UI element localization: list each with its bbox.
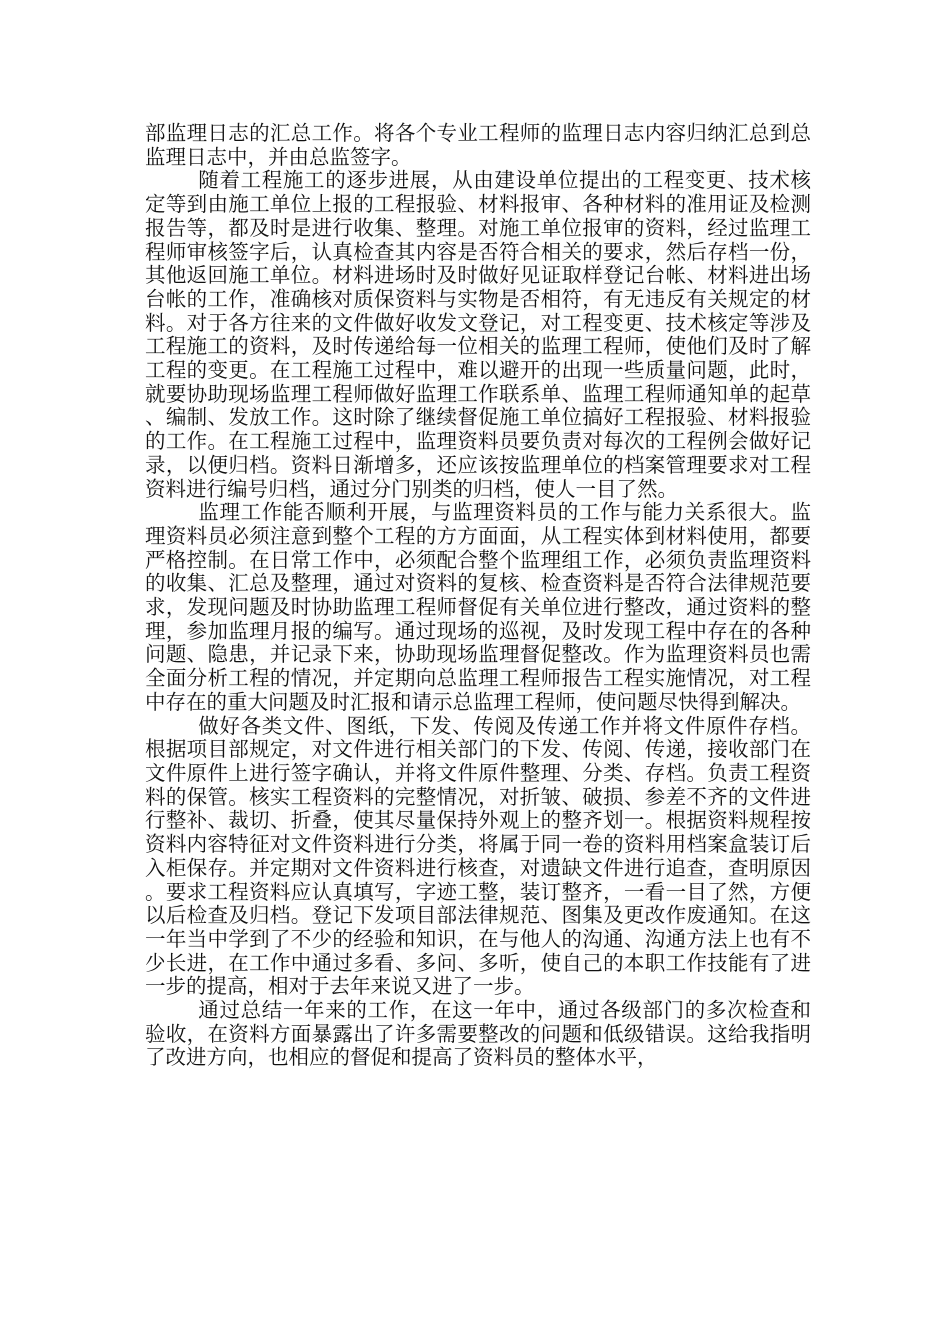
paragraph-4: 做好各类文件、图纸，下发、传阅及传递工作并将文件原件存档。根据项目部规定，对文件进行相关部门的下发、传阅、传递，接收部门在文件原件上进行签字确认，并将文件原件整理、分类、存档。负责工程资料的保管。核实工程资料的完整情况，对折皱、破损、参差不齐的文件进行整补、裁切、折叠，使其尽量保持外观上的整齐划一。根据资料规程按资料内容特征对文件资料进行分类，将属于同一卷的资料用档案盒装订后入柜保存。并定期对文件资料进行核查，对遗缺文件进行追查，查明原因。要求工程资料应认真填写，字迹工整，装订整齐，一看一目了然，方便以后检查及归档。登记下发项目部法律规范、图集及更改作废通知。在这一年当中学到了不少的经验和知识，在与他人的沟通、沟通方法上也有不少长进，在工作中通过多看、多问、多听，使自己的本职工作技能有了进一步的提高，相对于去年来说又进了一步。 [145,713,811,999]
paragraph-1: 部监理日志的汇总工作。将各个专业工程师的监理日志内容归纳汇总到总监理日志中，并由总监签字。 [145,121,811,169]
paragraph-2: 随着工程施工的逐步进展，从由建设单位提出的工程变更、技术核定等到由施工单位上报的工程报验、材料报审、各种材料的准用证及检测报告等，都及时是进行收集、整理。对施工单位报审的资料，经过监理工程师审核签字后，认真检查其内容是否符合相关的要求，然后存档一份，其他返回施工单位。材料进场时及时做好见证取样登记台帐、材料进出场台帐的工作，准确核对质保资料与实物是否相符，有无违反有关规定的材料。对于各方往来的文件做好收发文登记，对工程变更、技术核定等涉及工程施工的资料，及时传递给每一位相关的监理工程师，使他们及时了解工程的变更。在工程施工过程中，难以避开的出现一些质量问题，此时，就要协助现场监理工程师做好监理工作联系单、监理工程师通知单的起草、编制、发放工作。这时除了继续督促施工单位搞好工程报验、材料报验的工作。在工程施工过程中，监理资料员要负责对每次的工程例会做好记录，以便归档。资料日渐增多，还应该按监理单位的档案管理要求对工程资料进行编号归档，通过分门别类的归档，使人一目了然。 [145,168,811,501]
paragraph-5: 通过总结一年来的工作，在这一年中，通过各级部门的多次检查和验收，在资料方面暴露出了许多需要整改的问题和低级错误。这给我指明了改进方向，也相应的督促和提高了资料员的整体水平， [145,998,811,1070]
paragraph-3: 监理工作能否顺利开展，与监理资料员的工作与能力关系很大。监理资料员必须注意到整个工程的方方面面，从工程实体到材料使用，都要严格控制。在日常工作中，必须配合整个监理组工作，必须负责监理资料的收集、汇总及整理，通过对资料的复核、检查资料是否符合法律规范要求，发现问题及时协助监理工程师督促有关单位进行整改，通过资料的整理，参加监理月报的编写。通过现场的巡视，及时发现工程中存在的各种问题、隐患，并记录下来，协助现场监理督促整改。作为监理资料员也需全面分析工程的情况，并定期向总监理工程师报告工程实施情况，对工程中存在的重大问题及时汇报和请示总监理工程师，使问题尽快得到解决。 [145,500,811,714]
document-body [145,122,811,1070]
